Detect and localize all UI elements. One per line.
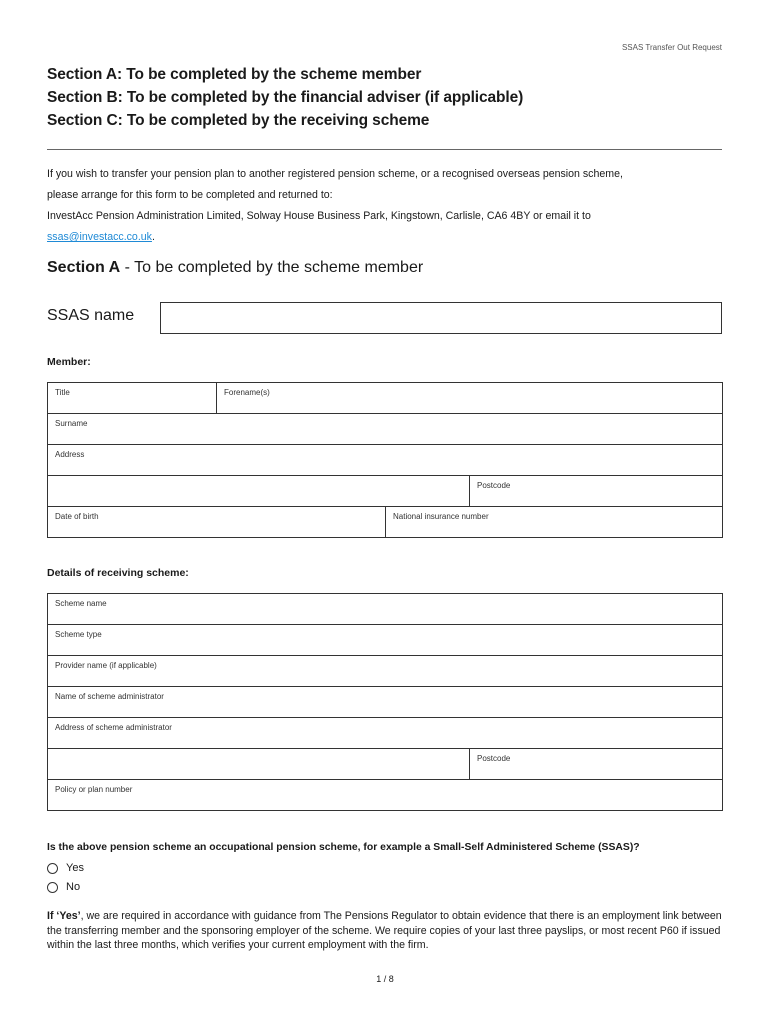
ssas-name-label: SSAS name [47, 307, 135, 324]
table-row [48, 476, 722, 507]
table-row [48, 718, 722, 749]
table-row [48, 383, 722, 414]
intro-text [47, 164, 727, 248]
date-of-birth-field[interactable] [48, 507, 386, 537]
admin-address-field[interactable] [48, 718, 722, 748]
no-label: No [66, 881, 81, 893]
table-row [48, 445, 722, 476]
scheme-name-field[interactable] [48, 594, 722, 624]
address-label: Address [55, 450, 85, 459]
intro-line-1: If you wish to transfer your pension plan to another registered pension scheme, or a recognised overseas pension scheme, [47, 168, 623, 180]
heading-section-a: Section A: To be completed by the scheme member [47, 66, 422, 83]
section-a-label: Section A [47, 259, 121, 276]
note-condition: If ‘Yes’ [47, 910, 81, 922]
surname-label: Surname [55, 419, 88, 428]
ni-number-field[interactable] [386, 507, 722, 537]
receiving-scheme-title: Details of receiving scheme: [47, 567, 189, 579]
member-title: Member: [47, 356, 91, 368]
policy-number-label: Policy or plan number [55, 785, 133, 794]
heading-section-b: Section B: To be completed by the financial adviser (if applicable) [47, 89, 524, 106]
divider [47, 149, 722, 150]
table-row [48, 749, 722, 780]
admin-address-line-2-field[interactable] [48, 749, 470, 779]
table-row [48, 507, 722, 538]
receiving-scheme-form [47, 593, 723, 811]
option-yes[interactable] [47, 862, 84, 874]
occupational-scheme-question: Is the above pension scheme an occupational pension scheme, for example a Small-Self Administered Scheme (SSAS)? [47, 842, 640, 853]
no-radio[interactable] [47, 882, 58, 893]
forenames-label: Forename(s) [224, 388, 270, 397]
heading-section-c: Section C: To be completed by the receiving scheme [47, 112, 430, 129]
admin-address-label: Address of scheme administrator [55, 723, 172, 732]
receiving-postcode-label: Postcode [477, 754, 511, 763]
intro-line-2: please arrange for this form to be completed and returned to: [47, 189, 333, 201]
admin-name-label: Name of scheme administrator [55, 692, 164, 701]
surname-field[interactable] [48, 414, 722, 444]
table-row [48, 780, 722, 811]
postcode-field[interactable] [470, 476, 722, 506]
table-row [48, 594, 722, 625]
email-link[interactable]: ssas@investacc.co.uk [47, 231, 152, 243]
policy-number-field[interactable] [48, 780, 722, 810]
table-row [48, 656, 722, 687]
provider-name-field[interactable] [48, 656, 722, 686]
yes-radio[interactable] [47, 863, 58, 874]
address-line-2-field[interactable] [48, 476, 470, 506]
page-number: 1 / 8 [376, 974, 394, 984]
employment-evidence-note [47, 909, 727, 953]
address-field[interactable] [48, 445, 722, 475]
section-a-title [47, 259, 423, 277]
note-text: , we are required in accordance with guidance from The Pensions Regulator to obtain evidence that there is an employment link between the transferring member and the sponsoring employer of the scheme. We require copies of your last three payslips, or most recent P60 if issued within the last three months, which verifies your current employment with the firm. [47, 910, 722, 951]
forenames-field[interactable] [217, 383, 722, 413]
title-label: Title [55, 388, 70, 397]
admin-name-field[interactable] [48, 687, 722, 717]
ssas-name-field[interactable] [160, 302, 722, 334]
table-row [48, 687, 722, 718]
member-form [47, 382, 723, 538]
intro-line-3: InvestAcc Pension Administration Limited, Solway House Business Park, Kingstown, Carlisle, CA6 4BY or email it to [47, 210, 591, 222]
scheme-name-label: Scheme name [55, 599, 107, 608]
title-field[interactable] [48, 383, 217, 413]
option-no[interactable] [47, 881, 80, 893]
provider-name-label: Provider name (if applicable) [55, 661, 157, 670]
document-tag: SSAS Transfer Out Request [621, 43, 722, 52]
postcode-label: Postcode [477, 481, 511, 490]
date-of-birth-label: Date of birth [55, 512, 99, 521]
receiving-postcode-field[interactable] [470, 749, 722, 779]
table-row [48, 625, 722, 656]
section-a-description: - To be completed by the scheme member [120, 259, 424, 276]
table-row [48, 414, 722, 445]
scheme-type-label: Scheme type [55, 630, 102, 639]
ni-number-label: National insurance number [393, 512, 489, 521]
yes-label: Yes [66, 862, 84, 874]
scheme-type-field[interactable] [48, 625, 722, 655]
email-suffix: . [151, 231, 155, 243]
